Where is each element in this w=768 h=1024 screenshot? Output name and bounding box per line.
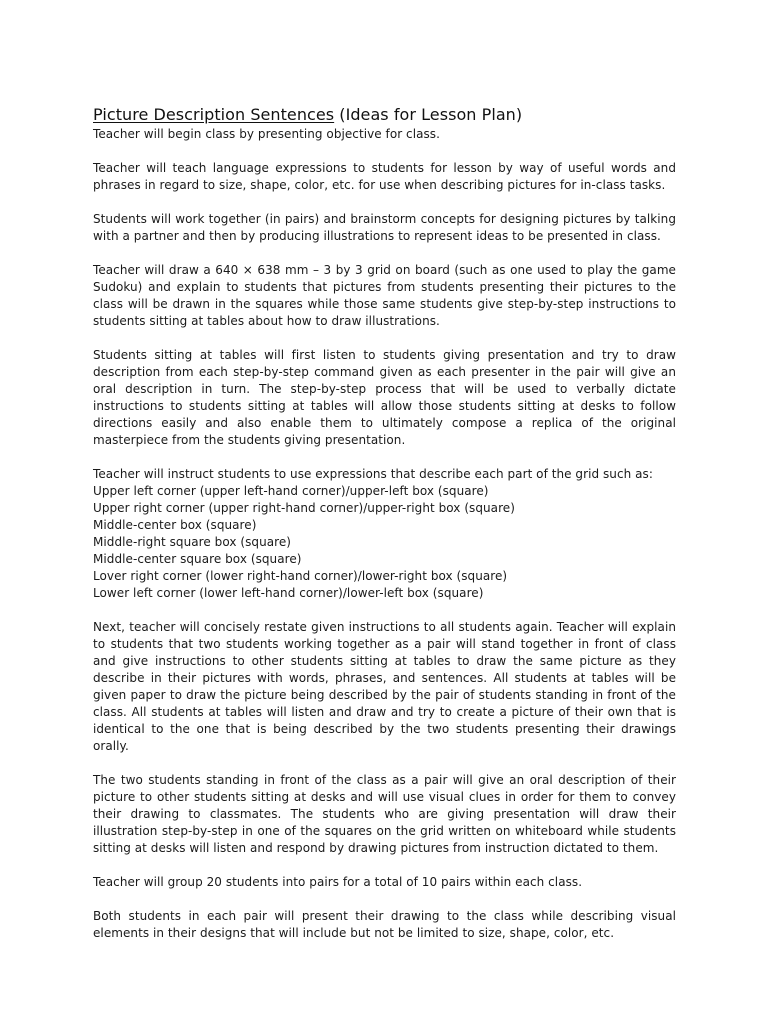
list-item: Upper left corner (upper left-hand corner)/upper-left box (square)	[93, 484, 489, 498]
list-item: Upper right corner (upper right-hand corner)/upper-right box (square)	[93, 501, 515, 515]
list-item: Middle-center box (square)	[93, 518, 257, 532]
document-title	[93, 104, 676, 126]
list-item: Lower left corner (lower left-hand corner)/lower-left box (square)	[93, 586, 484, 600]
list-item: Middle-right square box (square)	[93, 535, 292, 549]
paragraph-presentation: Both students in each pair will present their drawing to the class while describing visual elements in their designs that will include but not be limited to size, shape, color, etc.	[93, 909, 676, 940]
title-main: Picture Description Sentences	[93, 105, 335, 124]
paragraph-grid-board: Teacher will draw a 640 × 638 mm – 3 by 3 grid on board (such as one used to play the game Sudoku) and explain to students that pictures from students presenting their pictures to the class will be drawn in the squares while those same students give step-by-step instructions to students sitting at tables about how to draw illustrations.	[93, 263, 676, 328]
title-subtitle: (Ideas for Lesson Plan)	[334, 105, 523, 124]
paragraph-listening: Students sitting at tables will first listen to students giving presentation and try to draw description from each step-by-step command given as each presenter in the pair will give an oral description in turn. The step-by-step process that will be used to verbally dictate instructions to students sitting at tables will allow those students sitting at desks to follow directions easily and also enable them to ultimately compose a replica of the original masterpiece from the students giving presentation.	[93, 348, 676, 447]
paragraph-objective: Teacher will begin class by presenting objective for class.	[93, 127, 440, 141]
list-item: Middle-center square box (square)	[93, 552, 302, 566]
paragraph-grid-intro: Teacher will instruct students to use expressions that describe each part of the grid such as:	[93, 467, 653, 481]
paragraph-grouping: Teacher will group 20 students into pairs for a total of 10 pairs within each class.	[93, 875, 583, 889]
paragraph-oral-description: The two students standing in front of the class as a pair will give an oral description of their picture to other students sitting at desks and will use visual clues in order for them to convey their drawing to classmates. The students who are giving presentation will draw their illustration step-by-step in one of the squares on the grid written on whiteboard while students sitting at desks will listen and respond by drawing pictures from instruction dictated to them.	[93, 773, 676, 855]
list-item: Lover right corner (lower right-hand corner)/lower-right box (square)	[93, 569, 508, 583]
paragraph-language-expressions: Teacher will teach language expressions to students for lesson by way of useful words and phrases in regard to size, shape, color, etc. for use when describing pictures for in-class tasks.	[93, 161, 676, 192]
document-body	[93, 104, 676, 959]
grid-expression-list	[93, 483, 676, 602]
paragraph-pair-work: Students will work together (in pairs) and brainstorm concepts for designing pictures by talking with a partner and then by producing illustrations to represent ideas to be presented in class.	[93, 212, 676, 243]
paragraph-restate-instructions: Next, teacher will concisely restate given instructions to all students again. Teacher will explain to students that two students working together as a pair will stand together in front of class and give instructions to other students sitting at tables to draw the same picture as they describe in their pictures with words, phrases, and sentences. All students at tables will be given paper to draw the picture being described by the pair of students standing in front of the class. All students at tables will listen and draw and try to create a picture of their own that is identical to the one that is being described by the two students presenting their drawings orally.	[93, 620, 676, 753]
